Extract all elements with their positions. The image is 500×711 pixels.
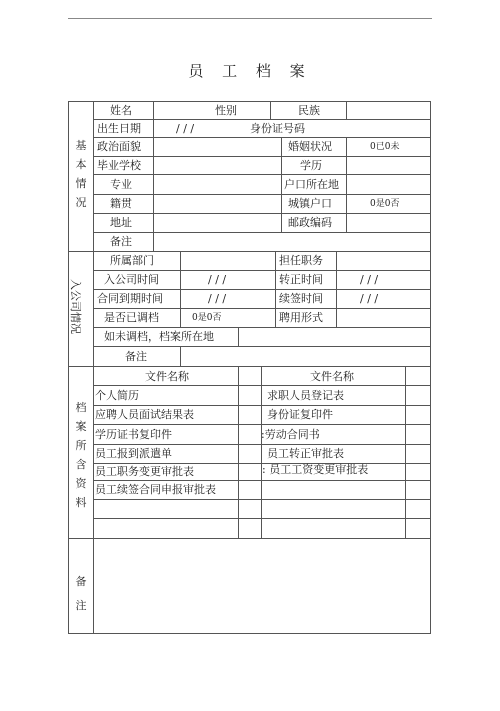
grid-line bbox=[93, 385, 431, 386]
grid-line bbox=[180, 346, 181, 366]
section-label-remarks: 备注 bbox=[75, 575, 87, 612]
marital-options: 0已0未 bbox=[370, 142, 400, 152]
id-number-label: 身份证号码 bbox=[250, 122, 305, 135]
grid-line bbox=[93, 213, 431, 214]
grid-line bbox=[93, 137, 431, 138]
grid-line bbox=[281, 137, 282, 232]
political-status-label: 政治面貌 bbox=[97, 140, 141, 153]
regular-date-label: 转正时间 bbox=[279, 273, 323, 286]
join-date-label: 入公司时间 bbox=[104, 273, 159, 286]
archive-left-item: 个人简历 bbox=[95, 389, 139, 402]
archive-left-item: 员工续签合同申报审批表 bbox=[95, 483, 216, 496]
grid-line bbox=[93, 156, 431, 157]
hire-type-label: 聘用形式 bbox=[279, 311, 323, 324]
grid-line bbox=[93, 499, 431, 500]
grid-line bbox=[238, 366, 239, 538]
grid-line bbox=[270, 101, 271, 119]
archive-right-item: 身份证复印件 bbox=[267, 408, 333, 421]
archive-location-label: 如未调档，档案所在地 bbox=[104, 330, 214, 343]
name-label: 姓名 bbox=[110, 104, 132, 117]
archive-left-item: 员工报到派遣单 bbox=[95, 447, 172, 460]
grid-line bbox=[93, 174, 431, 175]
archive-right-item: :劳动合同书 bbox=[261, 428, 320, 441]
ethnicity-label: 民族 bbox=[298, 104, 320, 117]
birth-date-label: 出生日期 bbox=[97, 122, 141, 135]
renewal-date-label: 续签时间 bbox=[279, 292, 323, 305]
school-label: 毕业学校 bbox=[97, 159, 141, 172]
archive-col-header-right: 文件名称 bbox=[310, 370, 354, 383]
gender-label: 性别 bbox=[215, 104, 237, 117]
department-label: 所属部门 bbox=[110, 254, 154, 267]
grid-line bbox=[68, 251, 431, 252]
regular-date-blanks: / / / bbox=[360, 273, 379, 286]
address-label: 地址 bbox=[110, 216, 132, 229]
grid-line bbox=[68, 101, 431, 102]
grid-line bbox=[238, 327, 239, 346]
archive-right-item: 员工转正审批表 bbox=[267, 447, 344, 460]
grid-line bbox=[180, 251, 181, 327]
grid-line bbox=[153, 101, 154, 251]
join-date-blanks: / / / bbox=[208, 273, 227, 286]
archive-left-item: 应聘人员面试结果表 bbox=[95, 408, 194, 421]
grid-line bbox=[93, 480, 431, 481]
basic-remarks-label: 备注 bbox=[110, 235, 132, 248]
grid-line bbox=[93, 308, 431, 309]
form-title: 员 工 档 案 bbox=[188, 62, 312, 80]
grid-line bbox=[93, 518, 431, 519]
transferred-options: 0是0否 bbox=[192, 313, 222, 323]
archive-right-item: : 员工工资变更审批表 bbox=[262, 463, 369, 476]
grid-line bbox=[93, 289, 431, 290]
grid-line bbox=[93, 101, 94, 634]
grid-line bbox=[93, 270, 431, 271]
grid-line bbox=[275, 251, 276, 327]
archive-left-item: 员工职务变更审批表 bbox=[95, 465, 194, 478]
grid-line bbox=[68, 101, 69, 634]
grid-line bbox=[405, 366, 406, 538]
grid-line bbox=[93, 346, 431, 347]
native-place-label: 籍贯 bbox=[110, 197, 132, 210]
marital-status-label: 婚姻状况 bbox=[288, 140, 332, 153]
renewal-date-blanks: / / / bbox=[360, 292, 379, 305]
postal-code-label: 邮政编码 bbox=[288, 216, 332, 229]
grid-line bbox=[346, 137, 347, 232]
section-label-basic: 基本情况 bbox=[75, 139, 87, 209]
grid-line bbox=[93, 232, 431, 233]
contract-expiry-blanks: / / / bbox=[208, 292, 227, 305]
grid-line bbox=[93, 405, 431, 406]
urban-hukou-label: 城镇户口 bbox=[288, 197, 332, 210]
grid-line bbox=[346, 101, 347, 119]
section-label-employment: 入公司情况 bbox=[69, 279, 82, 334]
grid-line bbox=[93, 444, 431, 445]
archive-left-item: 学历证书复印件 bbox=[95, 428, 172, 441]
grid-line bbox=[261, 366, 262, 538]
birth-date-blanks: / / / bbox=[176, 122, 195, 135]
hukou-location-label: 户口所在地 bbox=[284, 178, 339, 191]
education-label: 学历 bbox=[300, 159, 322, 172]
transferred-label: 是否已调档 bbox=[104, 311, 159, 324]
grid-line bbox=[93, 119, 431, 120]
urban-options: 0是0否 bbox=[370, 199, 400, 209]
archive-col-header-left: 文件名称 bbox=[145, 370, 189, 383]
employment-remarks-label: 备注 bbox=[125, 350, 147, 363]
position-label: 担任职务 bbox=[279, 254, 323, 267]
grid-line bbox=[93, 327, 431, 328]
grid-line bbox=[68, 366, 431, 367]
grid-line bbox=[336, 251, 337, 327]
section-label-archive: 档案所含资料 bbox=[75, 401, 87, 509]
contract-expiry-label: 合同到期时间 bbox=[97, 292, 163, 305]
grid-line bbox=[430, 101, 431, 634]
grid-line bbox=[68, 633, 431, 634]
archive-right-item: 求职人员登记表 bbox=[267, 389, 344, 402]
major-label: 专业 bbox=[110, 178, 132, 191]
grid-line bbox=[93, 424, 431, 425]
grid-line bbox=[93, 194, 431, 195]
grid-line bbox=[68, 538, 431, 539]
